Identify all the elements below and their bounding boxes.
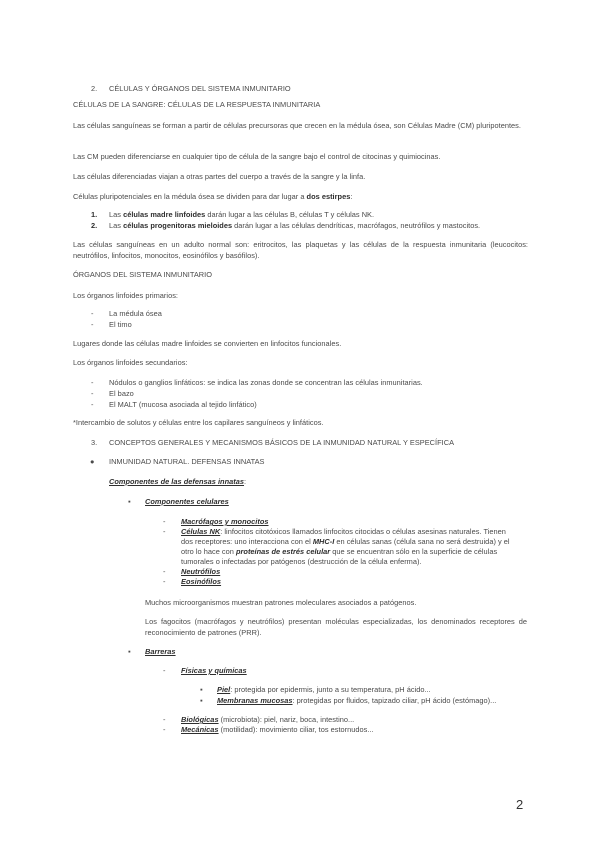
section-number: 3. — [91, 438, 98, 447]
subheading-componentes: Componentes de las defensas innatas: — [109, 477, 247, 486]
list-item: Macrófagos y monocitos — [181, 517, 269, 526]
subheading-celulas: CÉLULAS DE LA SANGRE: CÉLULAS DE LA RESPUESTA INMUNITARIA — [73, 100, 321, 109]
dash-bullet: - — [91, 309, 94, 318]
list-number: 1. — [91, 210, 98, 219]
list-item: Nódulos o ganglios linfáticos: se indica las zonas donde se concentran las células inmunitarias. — [109, 378, 423, 387]
paragraph: Los órganos linfoides primarios: — [73, 291, 178, 300]
dash-bullet: - — [163, 666, 166, 675]
list-item: Neutrófilos — [181, 567, 221, 576]
list-item: Biológicas (microbiota): piel, nariz, boca, intestino... — [181, 715, 355, 724]
list-number: 2. — [91, 221, 98, 230]
subheading-celulares: Componentes celulares — [145, 497, 229, 506]
paragraph: Los fagocitos (macrófagos y neutrófilos) presentan moléculas especializadas, los denominados receptores de reconocimiento de patrones (PRR). — [145, 617, 527, 637]
dash-bullet: - — [163, 517, 166, 526]
list-item: Piel: protegida por epidermis, junto a su temperatura, pH ácido... — [217, 685, 431, 694]
dash-bullet: - — [91, 320, 94, 329]
paragraph: Las células sanguíneas en un adulto normal son: eritrocitos, las plaquetas y las células de la respuesta inmunitaria (leucocitos: neutrófilos, linfocitos, monocitos, eosinófilos y basófilos). — [73, 240, 528, 260]
paragraph: Las CM pueden diferenciarse en cualquier tipo de célula de la sangre bajo el control de citocinas y quimiocinas. — [73, 152, 441, 161]
subheading-innata: INMUNIDAD NATURAL. DEFENSAS INNATAS — [109, 457, 265, 466]
list-item-nk-cont: tumorales o infectadas por patógenos (destrucción de la célula enferma). — [181, 557, 422, 566]
paragraph: Lugares donde las células madre linfoides se convierten en linfocitos funcionales. — [73, 339, 342, 348]
bullet-icon: ▪ — [128, 497, 131, 506]
paragraph: Los órganos linfoides secundarios: — [73, 358, 188, 367]
list-item: Membranas mucosas: protegidas por fluidos, tapizado ciliar, pH ácido (estómago)... — [217, 696, 497, 705]
list-item: Eosinófilos — [181, 577, 222, 586]
list-item-nk: Células NK: linfocitos citotóxicos llamados linfocitos citocidas o células asesinas naturales. Tienen — [181, 527, 506, 536]
subheading-fisicas: Físicas y químicas — [181, 666, 247, 675]
dash-bullet: - — [91, 378, 94, 387]
bullet-icon: ▪ — [200, 685, 203, 694]
bullet-icon: ● — [90, 457, 95, 466]
dash-bullet: - — [163, 567, 166, 576]
dash-bullet: - — [163, 725, 166, 734]
subheading-organos: ÓRGANOS DEL SISTEMA INMUNITARIO — [73, 270, 213, 279]
dash-bullet: - — [163, 577, 166, 586]
paragraph: Muchos microorganismos muestran patrones moleculares asociados a patógenos. — [145, 598, 417, 607]
section-number: 2. — [91, 84, 98, 93]
list-item-nk-cont: dos receptores: uno interacciona con el MHC-I en células sanas (célula sana no será destruida) y el — [181, 537, 510, 546]
list-item: El bazo — [109, 389, 134, 398]
section-heading: CÉLULAS Y ÓRGANOS DEL SISTEMA INMUNITARIO — [109, 84, 291, 93]
bullet-icon: ▪ — [200, 696, 203, 705]
subheading-barreras: Barreras — [145, 647, 176, 656]
list-item: El timo — [109, 320, 132, 329]
paragraph: Las células sanguíneas se forman a partir de células precursoras que crecen en la médula ósea, son Células Madre (CM) pluripotentes. — [73, 121, 521, 130]
list-item: Las células madre linfoides darán lugar a las células B, células T y células NK. — [109, 210, 375, 219]
section-heading: CONCEPTOS GENERALES Y MECANISMOS BÁSICOS DE LA INMUNIDAD NATURAL Y ESPECÍFICA — [109, 438, 455, 447]
list-item-nk-cont: otro lo hace con proteínas de estrés celular que se encuentran sólo en la superficie de células — [181, 547, 498, 556]
paragraph: *Intercambio de solutos y células entre los capilares sanguíneos y linfáticos. — [73, 418, 324, 427]
bullet-icon: ▪ — [128, 647, 131, 656]
paragraph: Células pluripotenciales en la médula ósea se dividen para dar lugar a dos estirpes: — [73, 192, 353, 201]
page-number: 2 — [516, 797, 524, 812]
list-item: La médula ósea — [109, 309, 162, 318]
dash-bullet: - — [91, 389, 94, 398]
dash-bullet: - — [163, 527, 166, 536]
dash-bullet: - — [91, 400, 94, 409]
paragraph: Las células diferenciadas viajan a otras partes del cuerpo a través de la sangre y la linfa. — [73, 172, 366, 181]
list-item: Las células progenitoras mieloides darán lugar a las células dendríticas, macrófagos, neutrófilos y mastocitos. — [109, 221, 481, 230]
list-item: Mecánicas (motilidad): movimiento ciliar, tos estornudos... — [181, 725, 374, 734]
dash-bullet: - — [163, 715, 166, 724]
list-item: El MALT (mucosa asociada al tejido linfático) — [109, 400, 257, 409]
